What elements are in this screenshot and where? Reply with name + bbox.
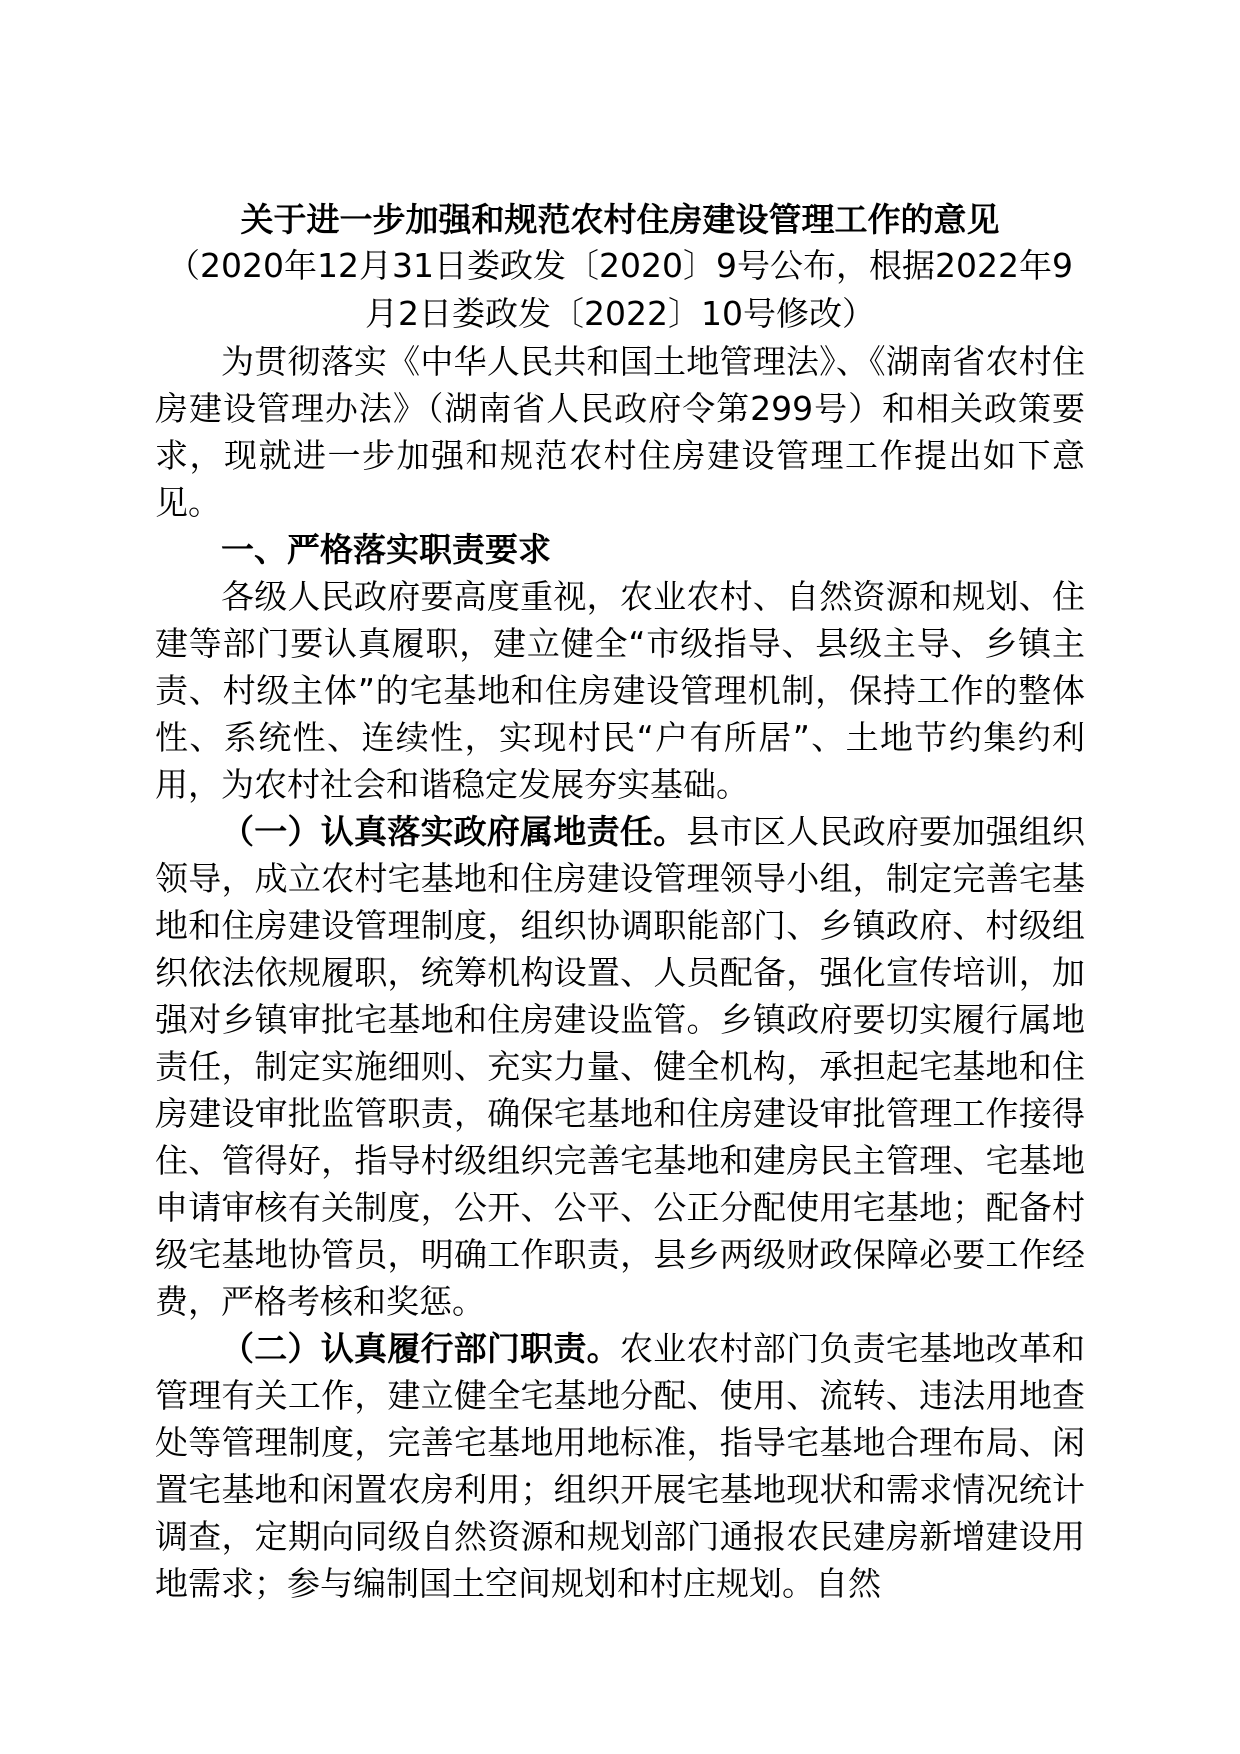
document-title: 关于进一步加强和规范农村住房建设管理工作的意见 bbox=[240, 200, 1000, 239]
item-paragraph bbox=[155, 808, 1085, 1325]
section-heading: 一、严格落实职责要求 bbox=[221, 530, 551, 569]
item-heading: （二）认真履行部门职责。 bbox=[221, 1329, 620, 1368]
item-body: 县市区人民政府要加强组织领导，成立农村宅基地和住房建设管理领导小组，制定完善宅基地和住房建设管理制度，组织协调职能部门、乡镇政府、村级组织依法依规履职，统筹机构设置、人员配备，强化宣传培训，加强对乡镇审批宅基地和住房建设监管。乡镇政府要切实履行属地责任，制定实施细则、充实力量、健全机构，承担起宅基地和住房建设审批监管职责，确保宅基地和住房建设审批管理工作接得住、管得好，指导村级组织完善宅基地和建房民主管理、宅基地申请审核有关制度，公开、公平、公正分配使用宅基地；配备村级宅基地协管员，明确工作职责，县乡两级财政保障必要工作经费，严格考核和奖惩。 bbox=[155, 812, 1086, 1321]
item-heading: （一）认真落实政府属地责任。 bbox=[221, 812, 687, 851]
item-paragraph bbox=[155, 1325, 1085, 1607]
document-page bbox=[155, 198, 1085, 1607]
item-body: 农业农村部门负责宅基地改革和管理有关工作，建立健全宅基地分配、使用、流转、违法用地查处等管理制度，完善宅基地用地标准，指导宅基地合理布局、闲置宅基地和闲置农房利用；组织开展宅基地现状和需求情况统计调查，定期向同级自然资源和规划部门通报农民建房新增建设用地需求；参与编制国土空间规划和村庄规划。自然 bbox=[155, 1329, 1086, 1603]
section-body: 各级人民政府要高度重视，农业农村、自然资源和规划、住建等部门要认真履职，建立健全“市级指导、县级主导、乡镇主责、村级主体”的宅基地和住房建设管理机制，保持工作的整体性、系统性、连续性，实现村民“户有所居”、土地节约集约利用，为农村社会和谐稳定发展夯实基础。 bbox=[155, 577, 1085, 804]
intro-paragraph: 为贯彻落实《中华人民共和国土地管理法》、《湖南省农村住房建设管理办法》（湖南省人民政府令第299号）和相关政策要求，现就进一步加强和规范农村住房建设管理工作提出如下意见。 bbox=[155, 342, 1085, 522]
document-subtitle: （2020年12月31日娄政发〔2020〕9号公布，根据2022年9月2日娄政发〔2022〕10号修改） bbox=[167, 246, 1073, 333]
